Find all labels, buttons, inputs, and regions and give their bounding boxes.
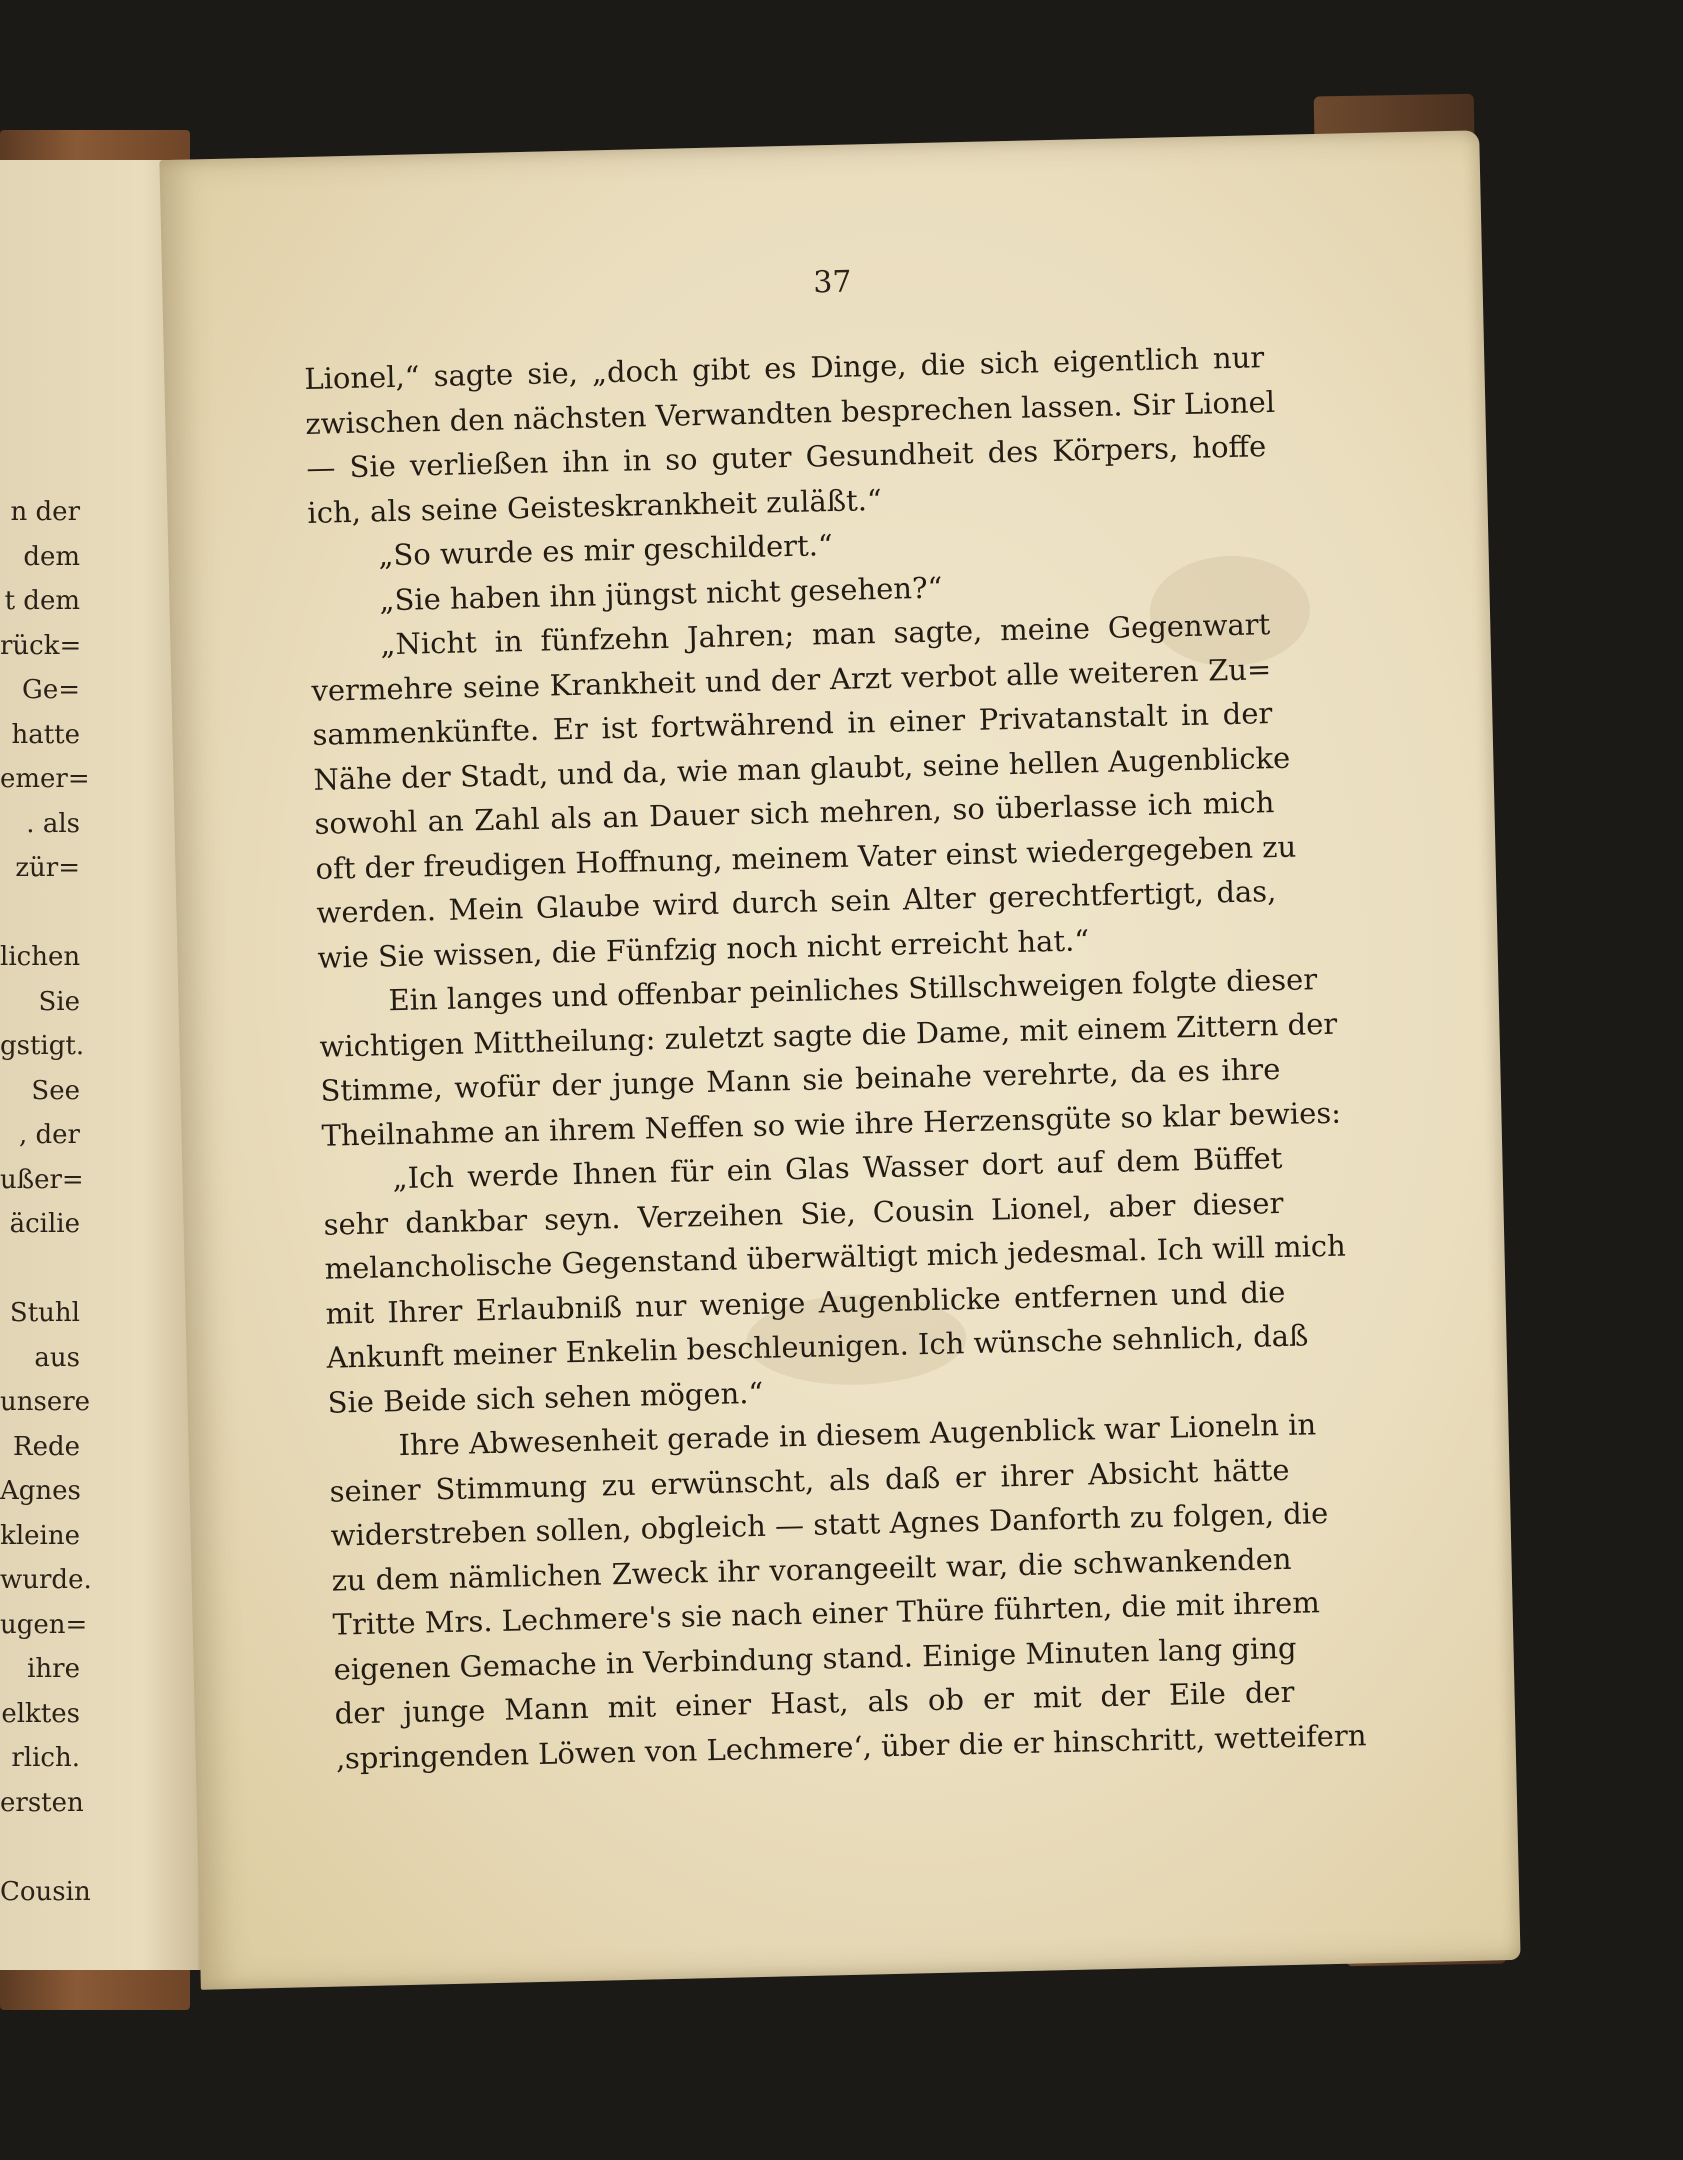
left-page-line-fragment: t dem bbox=[4, 586, 80, 616]
left-page-line-fragment: aus bbox=[34, 1342, 80, 1373]
text-line: seiner Stimmung zu erwünscht, als daß er ihrer Absicht hätte bbox=[329, 1452, 1290, 1509]
text-line: Theilnahme an ihrem Neffen so wie ihre Herzensgüte so klar bewies: bbox=[321, 1095, 1342, 1153]
left-page-line-fragment: Rede bbox=[13, 1431, 80, 1462]
right-page bbox=[159, 130, 1520, 1989]
left-page-line-fragment: n der bbox=[10, 497, 80, 527]
text-line: melancholische Gegenstand überwältigt mich jedesmal. Ich will mich bbox=[324, 1228, 1347, 1286]
text-line: der junge Mann mit einer Hast, als ob er mit der Eile der bbox=[334, 1674, 1295, 1731]
text-line: ich, als seine Geisteskrankheit zuläßt.“ bbox=[307, 482, 883, 530]
text-line: Ihre Abwesenheit gerade in diesem Augenblick war Lioneln in bbox=[398, 1407, 1317, 1463]
left-page-line-fragment: hatte bbox=[11, 719, 80, 750]
text-line: „Nicht in fünfzehn Jahren; man sagte, meine Gegenwart bbox=[380, 607, 1271, 662]
text-line: wie Sie wissen, die Fünfzig noch nicht erreicht hat.“ bbox=[317, 922, 1090, 975]
left-page-line-fragment: Ge= bbox=[22, 675, 80, 705]
left-page-line-fragment: äcilie bbox=[9, 1209, 80, 1239]
left-page-line-fragment: unsere bbox=[0, 1387, 91, 1417]
text-line: Nähe der Stadt, und da, wie man glaubt, seine hellen Augenblicke bbox=[313, 740, 1291, 797]
left-page-line-fragment: rück= bbox=[0, 630, 82, 661]
left-page-line-fragment: ersten bbox=[0, 1787, 84, 1818]
text-line: zwischen den nächsten Verwandten besprechen lassen. Sir Lionel bbox=[305, 384, 1276, 441]
text-line: sammenkünfte. Er ist fortwährend in einer Privatanstalt in der bbox=[312, 696, 1273, 752]
text-line: „So wurde es mir geschildert.“ bbox=[378, 528, 834, 573]
text-line: Ein langes und offenbar peinliches Stillschweigen folgte dieser bbox=[388, 962, 1318, 1018]
left-page-line-fragment: . als bbox=[26, 808, 80, 839]
left-page-line-fragment: elktes bbox=[1, 1698, 80, 1729]
left-page-line-fragment: ihre bbox=[27, 1654, 80, 1684]
left-page-line-fragment: Sie bbox=[38, 986, 80, 1017]
left-page-line-fragment: See bbox=[31, 1075, 80, 1106]
text-line: Tritte Mrs. Lechmere's sie nach einer Thüre führten, die mit ihrem bbox=[332, 1585, 1321, 1642]
text-line: „Ich werde Ihnen für ein Glas Wasser dort auf dem Büffet bbox=[392, 1140, 1283, 1196]
text-line: wichtigen Mittheilung: zuletzt sagte die Dame, mit einem Zittern der bbox=[319, 1006, 1338, 1064]
left-page-line-fragment: ußer= bbox=[0, 1164, 84, 1195]
left-page-line-fragment: lichen bbox=[0, 942, 81, 972]
text-line: ‚springenden Löwen von Lechmere‘, über die er hinschritt, wetteifern bbox=[335, 1717, 1367, 1776]
text-line: sowohl an Zahl als an Dauer sich mehren, so überlasse ich mich bbox=[314, 785, 1275, 841]
text-line: Sie Beide sich sehen mögen.“ bbox=[327, 1375, 764, 1420]
left-page-line-fragment: wurde. bbox=[0, 1565, 92, 1595]
text-line: „Sie haben ihn jüngst nicht gesehen?“ bbox=[379, 570, 943, 617]
left-page-line-fragment: rlich. bbox=[11, 1743, 80, 1773]
left-page-line-fragment: ugen= bbox=[0, 1609, 88, 1640]
left-page-line-fragment: kleine bbox=[0, 1520, 80, 1551]
left-page-line-fragment bbox=[0, 891, 80, 936]
body-text bbox=[304, 335, 1367, 1780]
left-page-line-fragment: Stuhl bbox=[9, 1298, 80, 1328]
text-line: Lionel,“ sagte sie, „doch gibt es Dinge, die sich eigentlich nur bbox=[304, 340, 1265, 396]
text-line: eigenen Gemache in Verbindung stand. Einige Minuten lang ging bbox=[333, 1630, 1297, 1687]
left-page-line-fragment: , der bbox=[19, 1120, 80, 1150]
left-page-line-fragment: Cousin bbox=[0, 1876, 91, 1907]
left-page-line-fragment: Agnes bbox=[0, 1476, 81, 1506]
text-line: widerstreben sollen, obgleich — statt Agnes Danforth zu folgen, die bbox=[330, 1496, 1329, 1553]
text-line: mit Ihrer Erlaubniß nur wenige Augenblicke entfernen und die bbox=[325, 1274, 1286, 1331]
page-number: 37 bbox=[812, 264, 852, 301]
text-line: werden. Mein Glaube wird durch sein Alter gerechtfertigt, das, bbox=[316, 874, 1277, 930]
left-page-line-fragment: gstigt. bbox=[0, 1031, 85, 1061]
left-page-line-fragment: emer= bbox=[0, 764, 90, 794]
text-line: — Sie verließen ihn in so guter Gesundheit des Körpers, hoffe bbox=[306, 429, 1267, 485]
left-page-text bbox=[0, 490, 92, 1914]
text-line: vermehre seine Krankheit und der Arzt verbot alle weiteren Zu= bbox=[311, 651, 1272, 708]
left-page-line-fragment: zür= bbox=[15, 853, 80, 883]
left-page-line-fragment bbox=[0, 1825, 80, 1870]
left-page-line-fragment bbox=[0, 1247, 80, 1292]
left-page-line-fragment: dem bbox=[23, 541, 80, 572]
text-line: zu dem nämlichen Zweck ihr vorangeeilt war, die schwankenden bbox=[331, 1541, 1292, 1598]
text-line: Ankunft meiner Enkelin beschleunigen. Ich wünsche sehnlich, daß bbox=[326, 1318, 1309, 1375]
text-line: sehr dankbar seyn. Verzeihen Sie, Cousin Lionel, aber dieser bbox=[323, 1185, 1284, 1242]
text-line: Stimme, wofür der junge Mann sie beinahe verehrte, da es ihre bbox=[320, 1052, 1281, 1108]
text-line: oft der freudigen Hoffnung, meinem Vater einst wiedergegeben zu bbox=[315, 829, 1297, 886]
